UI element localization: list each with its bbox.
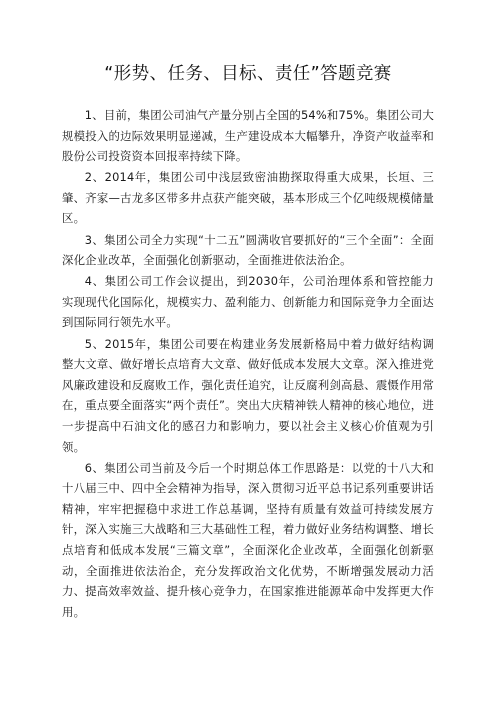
paragraph-item-2: 2、2014年，集团公司中浅层致密油勘探取得重大成果，长垣、三肇、齐家—古龙多区带多井点获产能突破，基本形成三个亿吨级规模储量区。 bbox=[62, 170, 434, 226]
paragraph-item-5: 5、2015年，集团公司要在构建业务发展新格局中着力做好结构调整大文章、做好增长点培育大文章、做好低成本发展大文章。深入推进党风廉政建设和反腐败工作，强化责任追究，让反腐利剑高悬、震慑作用常在，重点要全面落实“两个责任”。突出大庆精神铁人精神的核心地位，进一步提高中石油文化的感召力和影响力，要以社会主义核心价值观为引领。 bbox=[62, 336, 434, 454]
paragraph-item-6: 6、集团公司当前及今后一个时期总体工作思路是：以党的十八大和十八届三中、四中全会精神为指导，深入贯彻习近平总书记系列重要讲话精神，牢牢把握稳中求进工作总基调，坚持有质量有效益可持续发展方针，深入实施三大战略和三大基础性工程，着力做好业务结构调整、增长点培育和低成本发展“三篇文章”，全面深化企业改革，全面强化创新驱动，全面推进依法治企，充分发挥政治文化优势，不断增强发展动力活力、提高效率效益、提升核心竞争力，在国家推进能源革命中发挥更大作用。 bbox=[62, 460, 434, 619]
document-title: “形势、任务、目标、责任”答题竞赛 bbox=[104, 64, 392, 84]
paragraph-item-1: 1、目前，集团公司油气产量分别占全国的54%和75%。集团公司大规模投入的边际效果明显递减，生产建设成本大幅攀升，净资产收益率和股份公司投资资本回报率持续下降。 bbox=[62, 108, 434, 164]
paragraph-item-3: 3、集团公司全力实现“十二五”圆满收官要抓好的“三个全面”：全面深化企业改革，全面强化创新驱动，全面推进依法治企。 bbox=[62, 232, 434, 268]
paragraph-item-4: 4、集团公司工作会议提出，到2030年，公司治理体系和管控能力实现现代化国际化，规模实力、盈利能力、创新能力和国际竞争力全面达到国际同行领先水平。 bbox=[62, 274, 434, 330]
